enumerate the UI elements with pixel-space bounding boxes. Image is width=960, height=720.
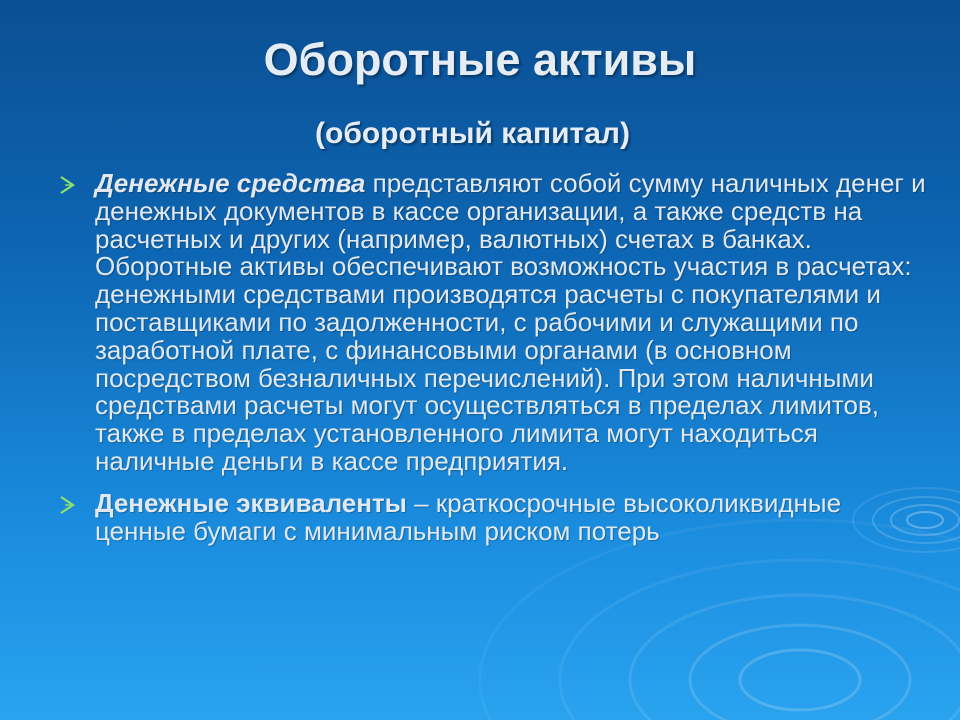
bullet-term: Денежные эквиваленты	[95, 487, 407, 518]
bullet-text	[95, 170, 938, 476]
bullet-item-cash-equivalents	[58, 487, 938, 546]
bullet-description: представляют собой сумму наличных денег и денежных документов в кассе организации, а также средств на расчетных и других (например, валютных) счетах в банках. Оборотные активы обеспечивают возможность участия в расчетах: денежными средствами производятся расчеты с покупателями и поставщиками по задолженности, с рабочими и служащими по заработной плате, с финансовыми органами (в основном посредством безналичных перечислений). При этом наличными средствами расчеты могут осуществляться в пределах лимитов, также в пределах установленного лимита могут находиться наличные деньги в кассе предприятия.	[95, 168, 926, 476]
bullet-item-cash	[58, 170, 938, 476]
bullet-term: Денежные средства	[95, 168, 366, 198]
chevron-arrow-icon	[58, 174, 78, 196]
bullet-text	[95, 487, 938, 546]
chevron-arrow-icon	[58, 494, 78, 516]
slide-title: Оборотные активы	[263, 34, 697, 85]
bullet-list	[58, 170, 938, 559]
bullet-description: – краткосрочные высоколиквидные ценные бумаги с минимальным риском потерь	[95, 487, 842, 546]
slide-subtitle: (оборотный капитал)	[315, 117, 630, 150]
